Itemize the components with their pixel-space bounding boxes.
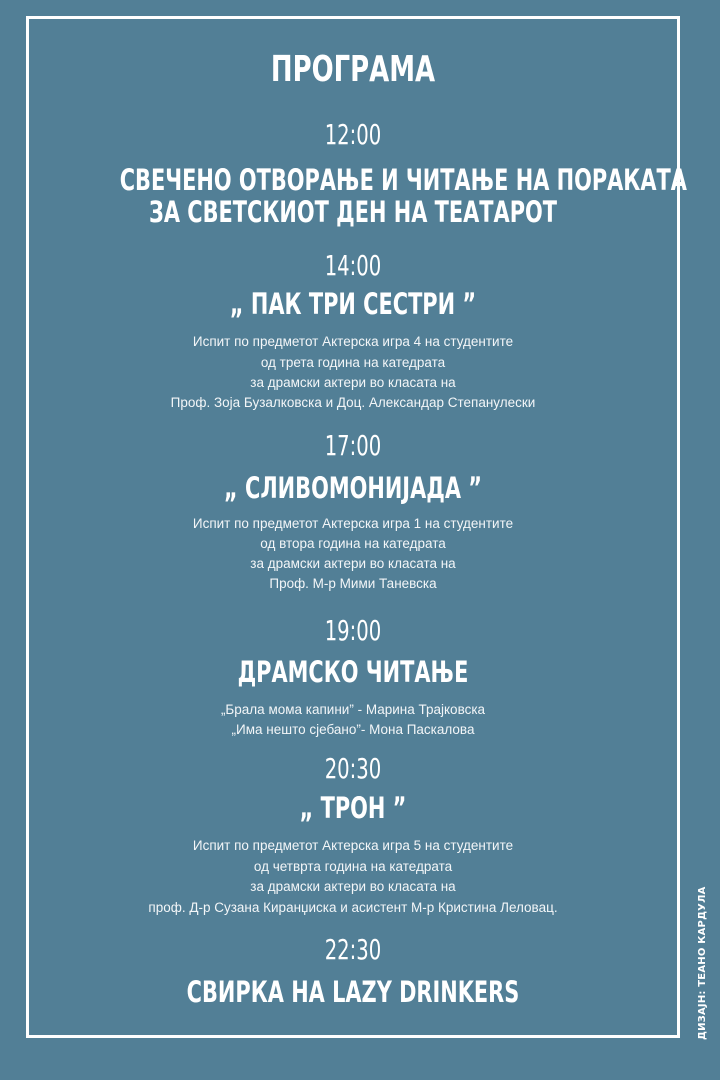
page-title: ПРОГРАМА bbox=[270, 49, 436, 90]
event-description-line: „Брала мома капини” - Марина Трајковска bbox=[220, 702, 486, 717]
event-time: 20:30 bbox=[324, 752, 382, 785]
event-time: 12:00 bbox=[324, 118, 382, 151]
event-time: 19:00 bbox=[324, 614, 382, 647]
event-description-line: за драмски актери во класата на bbox=[250, 556, 456, 571]
event-description-line: Испит по предметот Актерска игра 1 на студентите bbox=[192, 516, 514, 531]
event-time: 22:30 bbox=[324, 933, 382, 966]
event-title: „ ТРОН ” bbox=[299, 791, 407, 825]
event-description-line: Проф. Зоја Бузалковска и Доц. Александар Степанулески bbox=[170, 395, 536, 410]
event-title: СВЕЧЕНО ОТВОРАЊЕ И ЧИТАЊЕ НА ПОРАКАТА bbox=[119, 163, 687, 197]
event-title: ЗА СВЕТСКИОТ ДЕН НА ТЕАТАРОТ bbox=[148, 195, 558, 229]
event-time: 14:00 bbox=[324, 249, 382, 282]
event-description-line: од трета година на катедрата bbox=[260, 355, 446, 370]
design-credit: ДИЗАЈН: ТЕАНО КАРДУЛА bbox=[697, 886, 708, 1040]
event-title: ДРАМСКО ЧИТАЊЕ bbox=[237, 655, 469, 689]
event-title: „ ПАК ТРИ СЕСТРИ ” bbox=[229, 287, 477, 321]
event-description-line: Проф. М-р Мими Таневска bbox=[269, 576, 437, 591]
event-description-line: Испит по предметот Актерска игра 4 на студентите bbox=[192, 334, 514, 349]
event-description-line: „Има нешто сјебано”- Мона Паскалова bbox=[231, 722, 475, 737]
event-title: „ СЛИВОМОНИЈАДА ” bbox=[224, 471, 482, 505]
event-description-line: од втора година на катедрата bbox=[260, 536, 446, 551]
event-title: СВИРКА НА LAZY DRINKERS bbox=[186, 975, 520, 1009]
event-time: 17:00 bbox=[324, 429, 382, 462]
event-description-line: за драмски актери во класата на bbox=[250, 375, 456, 390]
event-description-line: проф. Д-р Сузана Киранџиска и асистент М-р Кристина Леловац. bbox=[148, 900, 558, 915]
event-description-line: од четврта година на катедрата bbox=[253, 859, 453, 874]
event-description-line: Испит по предметот Актерска игра 5 на студентите bbox=[192, 838, 514, 853]
event-description-line: за драмски актери во класата на bbox=[250, 879, 456, 894]
program-content bbox=[29, 19, 687, 1035]
